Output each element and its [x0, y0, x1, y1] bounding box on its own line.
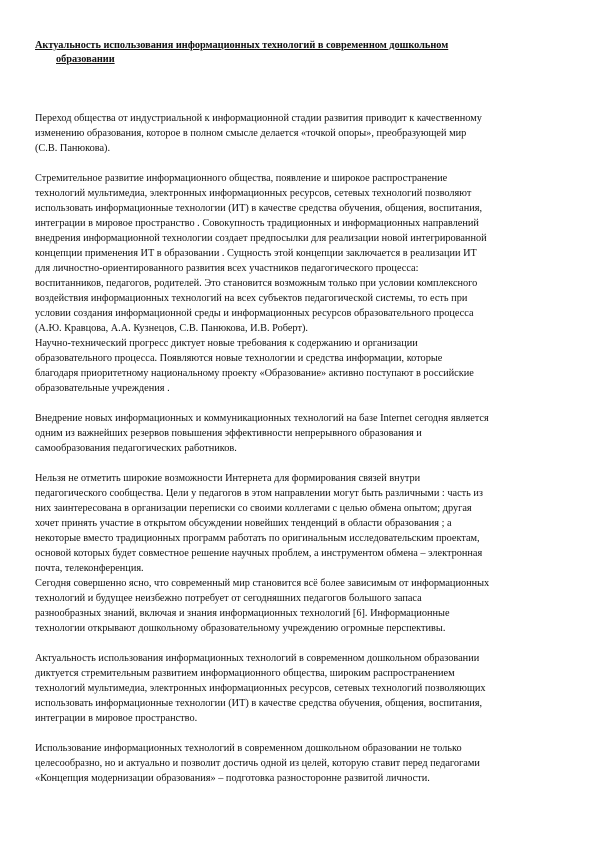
- text-line: хочет принять участие в открытом обсуждении новейших тенденций в области образования ; а: [35, 518, 452, 529]
- text-line: образовательного процесса. Появляются новые технологии и средства информации, которые: [35, 353, 443, 364]
- text-line: использовать информационные технологии (ИТ) в качестве средства обучения, общения, воспитания,: [35, 203, 483, 214]
- text-line: технологии открывают дошкольному образовательному учреждению огромные перспективы.: [35, 623, 446, 634]
- text-line: технологий и будущее неизбежно потребует от сегодняшних педагогов большого запаса: [35, 593, 422, 604]
- text-line: (С.В. Панюкова).: [35, 143, 111, 154]
- paragraph: [35, 411, 565, 456]
- text-line: Переход общества от индустриальной к информационной стадии развития приводит к качественному: [35, 113, 482, 124]
- text-line: воспитанников, педагогов, родителей. Это становится возможным только при условии комплексного: [35, 278, 478, 289]
- paragraph: [35, 651, 565, 726]
- text-line: одним из важнейших резервов повышения эффективности непрерывного образования и: [35, 428, 422, 439]
- document-title-line: Актуальность использования информационных технологий в современном дошкольном: [35, 40, 449, 51]
- text-line: воздействия информационных технологий на всех субъектов педагогической системы, то есть при: [35, 293, 468, 304]
- text-line: технологий мультимедиа, электронных информационных ресурсов, сетевых технологий позволяющих: [35, 683, 486, 694]
- text-line: них заинтересована в организации переписки со своими коллегами с целью обмена опытом; другая: [35, 503, 472, 514]
- text-line: Сегодня совершенно ясно, что современный мир становится всё более зависимым от информационных: [35, 578, 490, 589]
- text-line: почта, телеконференция.: [35, 563, 144, 574]
- text-line: «Концепция модернизации образования» – подготовка разносторонне развитой личности.: [35, 773, 430, 784]
- text-line: основой которых будет совместное решение научных проблем, а инструментом обмена – электронная: [35, 548, 483, 559]
- text-line: внедрения информационной технологии создает предпосылки для реализации новой интегрированной: [35, 233, 487, 244]
- text-line: условии создания информационной среды и информационных ресурсов образовательного процесса: [35, 308, 474, 319]
- text-line: для личностно-ориентированного развития всех участников педагогического процесса:: [35, 263, 419, 274]
- text-line: технологий мультимедиа, электронных информационных ресурсов, сетевых технологий позволяют: [35, 188, 472, 199]
- paragraph: [35, 741, 565, 786]
- text-line: педагогического сообщества. Цели у педагогов в этом направлении могут быть различными : часть из: [35, 488, 484, 499]
- paragraph: [35, 576, 565, 636]
- paragraph: [35, 111, 565, 156]
- text-line: Научно-технический прогресс диктует новые требования к содержанию и организации: [35, 338, 418, 349]
- text-line: изменению образования, которое в полном смысле делается «точкой опоры», преобразующей мир: [35, 128, 467, 139]
- text-line: целесообразно, но и актуально и позволит достичь одной из целей, которую ставит перед педагогами: [35, 758, 480, 769]
- text-line: интеграции в мировое пространство . Совокупность традиционных и информационных направлений: [35, 218, 479, 229]
- text-line: некоторые вместо традиционных программ работать по оригинальным исследовательским проектам,: [35, 533, 480, 544]
- text-line: концепции применения ИТ в образовании . Сущность этой концепции заключается в реализации ИТ: [35, 248, 477, 259]
- text-line: Нельзя не отметить широкие возможности Интернета для формирования связей внутри: [35, 473, 421, 484]
- text-line: Использование информационных технологий в современном дошкольном образовании не только: [35, 743, 462, 754]
- document-title: [35, 39, 555, 66]
- paragraph: [35, 471, 565, 576]
- text-line: (А.Ю. Кравцова, А.А. Кузнецов, С.В. Панюкова, И.В. Роберт).: [35, 323, 308, 334]
- text-line: Внедрение новых информационных и коммуникационных технологий на базе Internet сегодня является: [35, 413, 489, 424]
- document-title-line: образовании: [56, 53, 115, 65]
- text-line: образовательные учреждения .: [35, 383, 170, 394]
- text-line: самообразования педагогических работников.: [35, 443, 237, 454]
- text-line: Стремительное развитие информационного общества, появление и широкое распространение: [35, 173, 448, 184]
- text-line: разнообразных знаний, включая и знания информационных технологий [6]. Информационные: [35, 608, 450, 619]
- paragraph: [35, 336, 565, 396]
- text-line: благодаря приоритетному национальному проекту «Образование» активно поступают в российские: [35, 368, 474, 379]
- text-line: диктуется стремительным развитием информационного общества, широким распространением: [35, 668, 455, 679]
- paragraph: [35, 171, 565, 336]
- text-line: интеграции в мировое пространство.: [35, 713, 198, 724]
- text-line: Актуальность использования информационных технологий в современном дошкольном образовании: [35, 653, 480, 664]
- text-line: использовать информационные технологии (ИТ) в качестве средства обучения, общения, воспитания,: [35, 698, 483, 709]
